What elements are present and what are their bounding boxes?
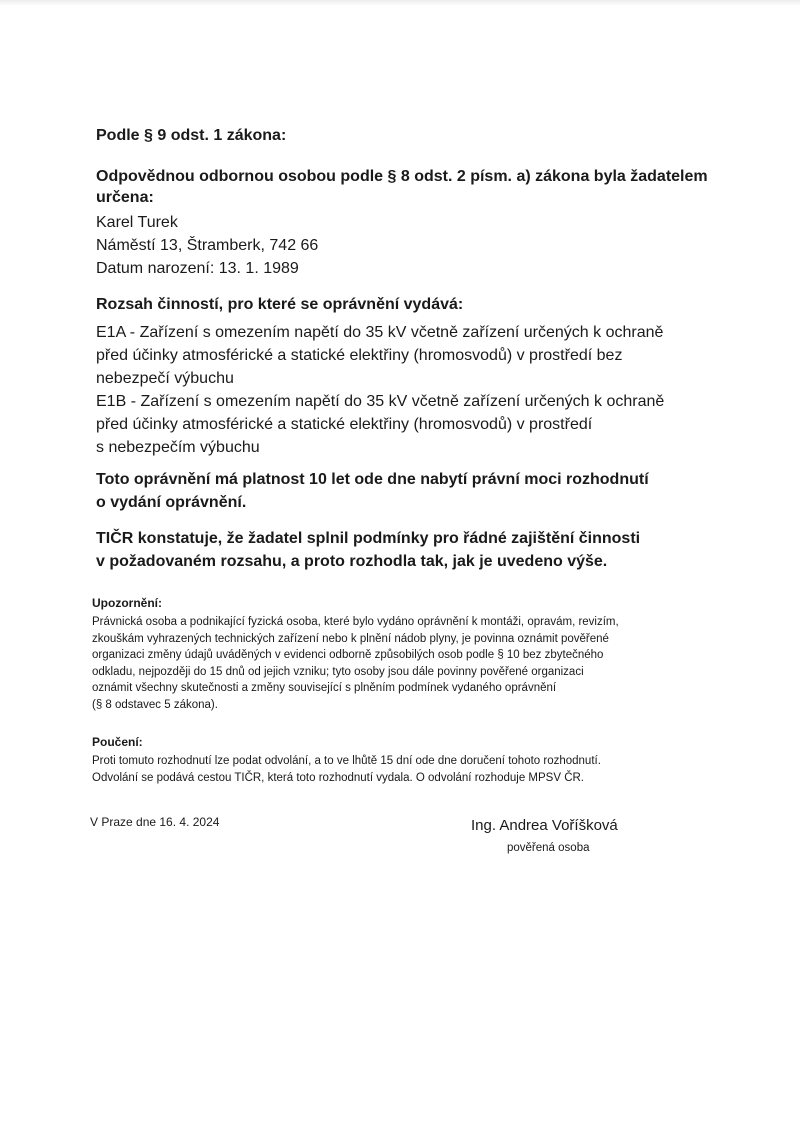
- notice-text: [92, 614, 619, 714]
- scope-heading: Rozsah činností, pro které se oprávnění vydává:: [96, 296, 464, 313]
- signer-role: pověřená osoba: [507, 842, 590, 854]
- notice-heading: Upozornění:: [92, 596, 162, 610]
- scope-line: E1B - Zařízení s omezením napětí do 35 kV včetně zařízení určených k ochraně: [96, 393, 665, 410]
- validity-statement: [96, 468, 649, 514]
- validity-line: o vydání oprávnění.: [96, 494, 247, 511]
- scope-line: E1A - Zařízení s omezením napětí do 35 kV včetně zařízení určených k ochraně: [96, 324, 664, 341]
- notice-line: Právnická osoba a podnikající fyzická osoba, které bylo vydáno oprávnění k montáži, opravám, revizím,: [92, 616, 619, 628]
- instruction-text: [92, 753, 601, 786]
- notice-line: odkladu, nejpozději do 15 dnů od jejich vzniku; tyto osoby jsou dále povinny pověřené organizaci: [92, 665, 584, 678]
- notice-line: (§ 8 odstavec 5 zákona).: [92, 698, 218, 711]
- scope-line: s nebezpečím výbuchu: [96, 439, 260, 456]
- responsible-person-block: [96, 211, 318, 280]
- signer-name: Ing. Andrea Voříšková: [471, 817, 618, 834]
- scope-line: před účinky atmosférické a statické elektřiny (hromosvodů) v prostředí bez: [96, 347, 623, 364]
- scope-list: [96, 321, 664, 459]
- notice-line: zkouškám vyhrazených technických zařízení nebo k plnění nádob plyny, je povinna oznámit pověřené: [92, 632, 609, 645]
- validity-line: Toto oprávnění má platnost 10 let ode dne nabytí právní moci rozhodnutí: [96, 471, 649, 488]
- notice-line: organizaci změny údajů uváděných v evidenci odborně způsobilých osob podle § 10 bez zbytečného: [92, 649, 604, 662]
- person-birth-date: Datum narození: 13. 1. 1989: [96, 260, 299, 277]
- ticr-statement: [96, 527, 640, 573]
- person-address: Náměstí 13, Štramberk, 742 66: [96, 237, 319, 254]
- ticr-line: v požadovaném rozsahu, a proto rozhodla tak, jak je uvedeno výše.: [96, 553, 608, 570]
- instruction-line: Proti tomuto rozhodnutí lze podat odvolání, a to ve lhůtě 15 dní ode dne doručení tohoto rozhodnutí.: [92, 755, 601, 767]
- person-name: Karel Turek: [96, 214, 178, 231]
- legal-basis-heading: Podle § 9 odst. 1 zákona:: [96, 127, 287, 144]
- responsible-person-heading: Odpovědnou odbornou osobou podle § 8 odst. 2 písm. a) zákona byla žadatelem určena:: [96, 168, 708, 206]
- instruction-heading: Poučení:: [92, 735, 143, 749]
- instruction-line: Odvolání se podává cestou TIČR, která toto rozhodnutí vydala. O odvolání rozhoduje MPSV ČR.: [92, 771, 584, 784]
- scope-line: před účinky atmosférické a statické elektřiny (hromosvodů) v prostředí: [96, 416, 593, 433]
- ticr-line: TIČR konstatuje, že žadatel splnil podmínky pro řádné zajištění činnosti: [96, 530, 641, 547]
- notice-line: oznámit všechny skutečnosti a změny související s plněním podmínek vydaného oprávnění: [92, 682, 557, 695]
- place-and-date: V Praze dne 16. 4. 2024: [90, 815, 220, 829]
- scope-line: nebezpečí výbuchu: [96, 370, 234, 387]
